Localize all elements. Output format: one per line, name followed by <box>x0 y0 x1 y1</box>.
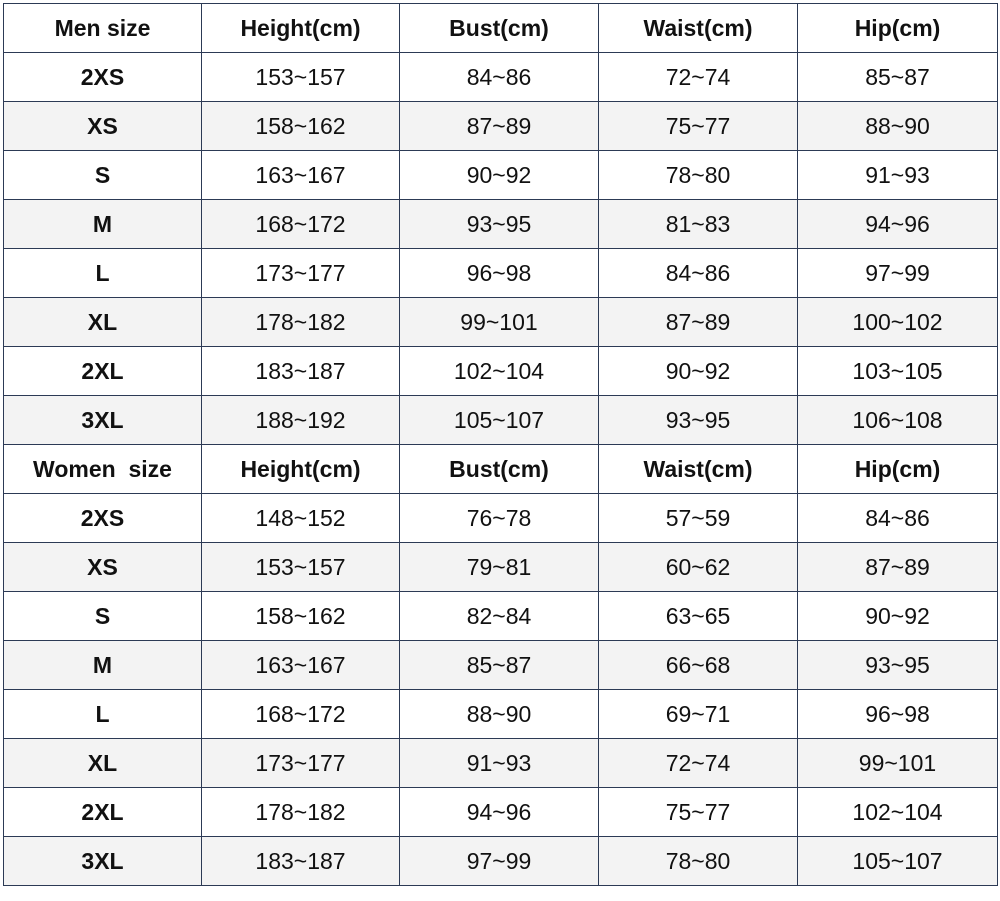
men-table-row <box>4 151 998 200</box>
measurement-cell: 57~59 <box>599 494 798 543</box>
measurement-cell: 75~77 <box>599 102 798 151</box>
size-label-cell: XL <box>4 739 202 788</box>
measurement-cell: 87~89 <box>400 102 599 151</box>
measurement-cell: 105~107 <box>798 837 998 886</box>
size-label-cell: L <box>4 249 202 298</box>
size-label-cell: 2XL <box>4 347 202 396</box>
size-label-cell: XL <box>4 298 202 347</box>
women-header-row <box>4 445 998 494</box>
measurement-cell: 178~182 <box>202 788 400 837</box>
size-label-cell: XS <box>4 543 202 592</box>
measurement-cell: 102~104 <box>798 788 998 837</box>
men-table-row <box>4 53 998 102</box>
measurement-cell: 91~93 <box>400 739 599 788</box>
column-header: Waist(cm) <box>599 4 798 53</box>
measurement-cell: 96~98 <box>400 249 599 298</box>
size-label-cell: 3XL <box>4 837 202 886</box>
measurement-cell: 96~98 <box>798 690 998 739</box>
column-header: Height(cm) <box>202 4 400 53</box>
women-table-row <box>4 739 998 788</box>
measurement-cell: 90~92 <box>400 151 599 200</box>
measurement-cell: 94~96 <box>400 788 599 837</box>
measurement-cell: 93~95 <box>798 641 998 690</box>
size-label-cell: S <box>4 151 202 200</box>
measurement-cell: 173~177 <box>202 739 400 788</box>
column-header: Hip(cm) <box>798 445 998 494</box>
measurement-cell: 91~93 <box>798 151 998 200</box>
measurement-cell: 188~192 <box>202 396 400 445</box>
measurement-cell: 106~108 <box>798 396 998 445</box>
women-table-row <box>4 592 998 641</box>
measurement-cell: 88~90 <box>798 102 998 151</box>
measurement-cell: 183~187 <box>202 347 400 396</box>
measurement-cell: 102~104 <box>400 347 599 396</box>
women-table-row <box>4 690 998 739</box>
men-table-row <box>4 200 998 249</box>
measurement-cell: 76~78 <box>400 494 599 543</box>
measurement-cell: 66~68 <box>599 641 798 690</box>
measurement-cell: 90~92 <box>599 347 798 396</box>
measurement-cell: 60~62 <box>599 543 798 592</box>
column-header: Hip(cm) <box>798 4 998 53</box>
size-chart-body <box>4 4 998 886</box>
men-table-row <box>4 249 998 298</box>
measurement-cell: 148~152 <box>202 494 400 543</box>
measurement-cell: 78~80 <box>599 151 798 200</box>
measurement-cell: 178~182 <box>202 298 400 347</box>
measurement-cell: 97~99 <box>798 249 998 298</box>
size-label-cell: L <box>4 690 202 739</box>
measurement-cell: 85~87 <box>400 641 599 690</box>
women-table-row <box>4 641 998 690</box>
measurement-cell: 103~105 <box>798 347 998 396</box>
women-table-row <box>4 837 998 886</box>
measurement-cell: 183~187 <box>202 837 400 886</box>
column-header: Bust(cm) <box>400 445 599 494</box>
size-label-cell: 2XL <box>4 788 202 837</box>
women-table-row <box>4 543 998 592</box>
measurement-cell: 153~157 <box>202 543 400 592</box>
measurement-cell: 78~80 <box>599 837 798 886</box>
measurement-cell: 99~101 <box>798 739 998 788</box>
measurement-cell: 82~84 <box>400 592 599 641</box>
measurement-cell: 105~107 <box>400 396 599 445</box>
size-label-cell: 3XL <box>4 396 202 445</box>
measurement-cell: 173~177 <box>202 249 400 298</box>
measurement-cell: 168~172 <box>202 200 400 249</box>
column-header: Height(cm) <box>202 445 400 494</box>
men-table-row <box>4 347 998 396</box>
measurement-cell: 72~74 <box>599 53 798 102</box>
size-chart-table <box>3 3 998 886</box>
measurement-cell: 84~86 <box>599 249 798 298</box>
measurement-cell: 63~65 <box>599 592 798 641</box>
women-table-row <box>4 494 998 543</box>
measurement-cell: 84~86 <box>400 53 599 102</box>
measurement-cell: 72~74 <box>599 739 798 788</box>
column-header: Waist(cm) <box>599 445 798 494</box>
measurement-cell: 75~77 <box>599 788 798 837</box>
measurement-cell: 163~167 <box>202 641 400 690</box>
measurement-cell: 100~102 <box>798 298 998 347</box>
measurement-cell: 153~157 <box>202 53 400 102</box>
size-label-cell: M <box>4 200 202 249</box>
size-label-cell: S <box>4 592 202 641</box>
women-size-header: Women size <box>4 445 202 494</box>
men-table-row <box>4 298 998 347</box>
measurement-cell: 69~71 <box>599 690 798 739</box>
measurement-cell: 79~81 <box>400 543 599 592</box>
measurement-cell: 94~96 <box>798 200 998 249</box>
measurement-cell: 85~87 <box>798 53 998 102</box>
size-label-cell: M <box>4 641 202 690</box>
measurement-cell: 81~83 <box>599 200 798 249</box>
measurement-cell: 163~167 <box>202 151 400 200</box>
men-header-row <box>4 4 998 53</box>
measurement-cell: 158~162 <box>202 592 400 641</box>
men-table-row <box>4 102 998 151</box>
measurement-cell: 99~101 <box>400 298 599 347</box>
measurement-cell: 88~90 <box>400 690 599 739</box>
measurement-cell: 90~92 <box>798 592 998 641</box>
measurement-cell: 87~89 <box>599 298 798 347</box>
size-label-cell: 2XS <box>4 53 202 102</box>
column-header: Bust(cm) <box>400 4 599 53</box>
measurement-cell: 97~99 <box>400 837 599 886</box>
measurement-cell: 87~89 <box>798 543 998 592</box>
men-table-row <box>4 396 998 445</box>
measurement-cell: 168~172 <box>202 690 400 739</box>
measurement-cell: 93~95 <box>400 200 599 249</box>
measurement-cell: 84~86 <box>798 494 998 543</box>
size-label-cell: 2XS <box>4 494 202 543</box>
measurement-cell: 158~162 <box>202 102 400 151</box>
measurement-cell: 93~95 <box>599 396 798 445</box>
men-size-header: Men size <box>4 4 202 53</box>
women-table-row <box>4 788 998 837</box>
size-label-cell: XS <box>4 102 202 151</box>
